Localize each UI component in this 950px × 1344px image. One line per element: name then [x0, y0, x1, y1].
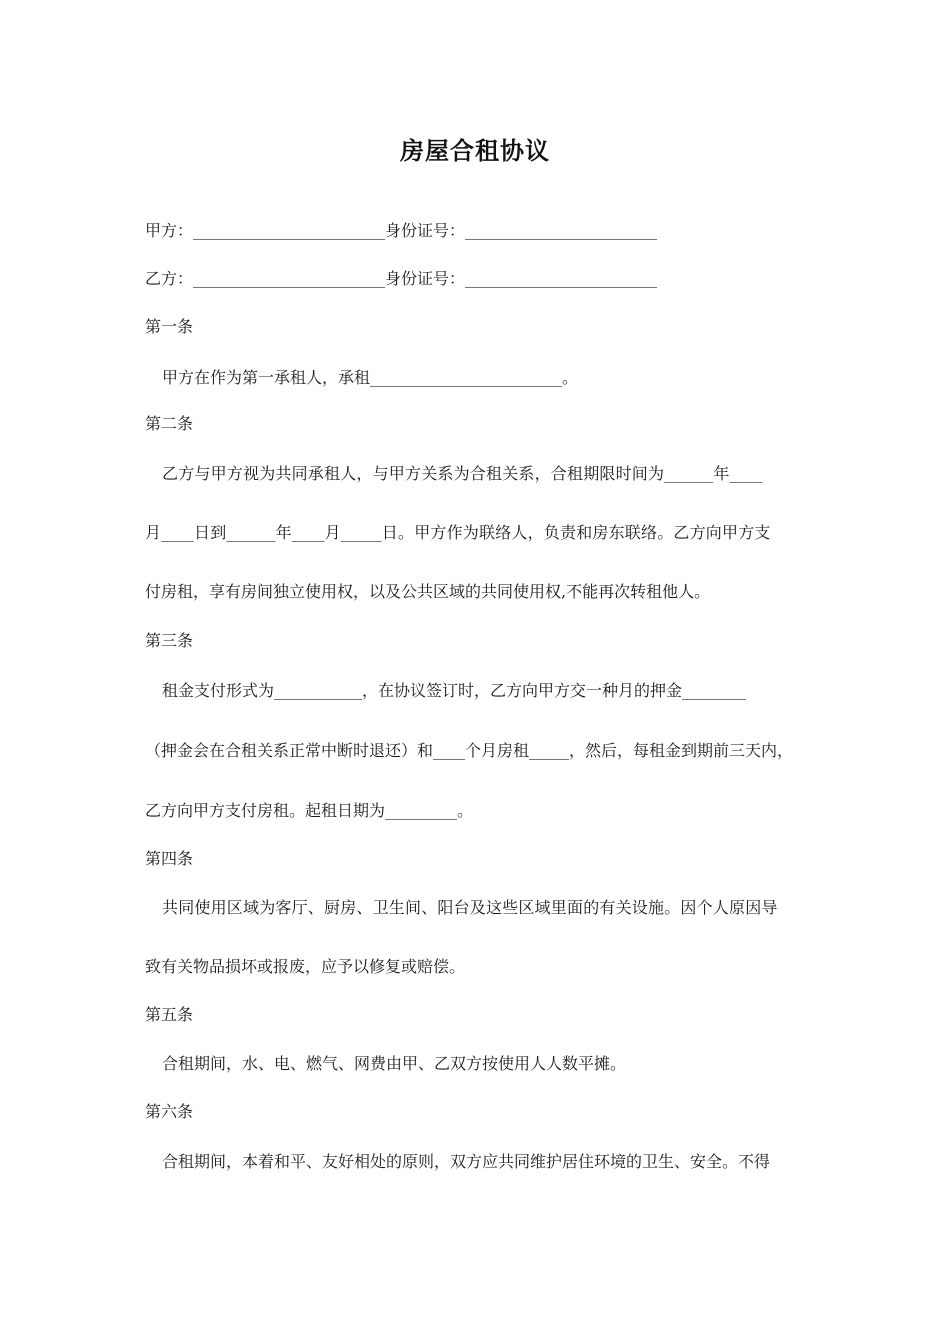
article-6-heading: 第六条 [145, 1102, 194, 1121]
article-2-heading: 第二条 [145, 414, 194, 433]
document-title: 房屋合租协议 [400, 137, 550, 165]
article-1-text: 甲方在作为第一承租人，承租________________________。 [162, 368, 579, 387]
article-2-text-line-1: 乙方与甲方视为共同承租人，与甲方关系为合租关系，合租期限时间为______年____ [162, 464, 763, 483]
party-b-line: 乙方：________________________身份证号：________________________ [145, 269, 658, 288]
article-5-text: 合租期间，水、电、燃气、网费由甲、乙双方按使用人人数平摊。 [162, 1054, 627, 1073]
article-2-text-line-3: 付房租，享有房间独立使用权，以及公共区域的共同使用权,不能再次转租他人。 [145, 582, 711, 601]
article-4-heading: 第四条 [145, 849, 194, 868]
article-4-text-line-1: 共同使用区域为客厅、厨房、卫生间、阳台及这些区域里面的有关设施。因个人原因导 [162, 898, 778, 917]
article-6-text-line-1: 合租期间，本着和平、友好相处的原则，双方应共同维护居住环境的卫生、安全。不得 [162, 1152, 771, 1171]
article-2-text-line-2: 月____日到______年____月_____日。甲方作为联络人，负责和房东联络。乙方向甲方支 [145, 523, 771, 542]
article-1-heading: 第一条 [145, 317, 194, 336]
article-3-text-line-2: （押金会在合租关系正常中断时退还）和____个月房租_____，然后，每租金到期前三天内， [145, 741, 794, 760]
article-3-heading: 第三条 [145, 631, 194, 650]
article-3-text-line-3: 乙方向甲方支付房租。起租日期为_________。 [145, 801, 474, 820]
party-a-line: 甲方：________________________身份证号：________________________ [145, 221, 658, 240]
article-3-text-line-1: 租金支付形式为___________，在协议签订时，乙方向甲方交一种月的押金________ [162, 681, 747, 700]
article-4-text-line-2: 致有关物品损坏或报废，应予以修复或赔偿。 [145, 957, 466, 976]
article-5-heading: 第五条 [145, 1005, 194, 1024]
